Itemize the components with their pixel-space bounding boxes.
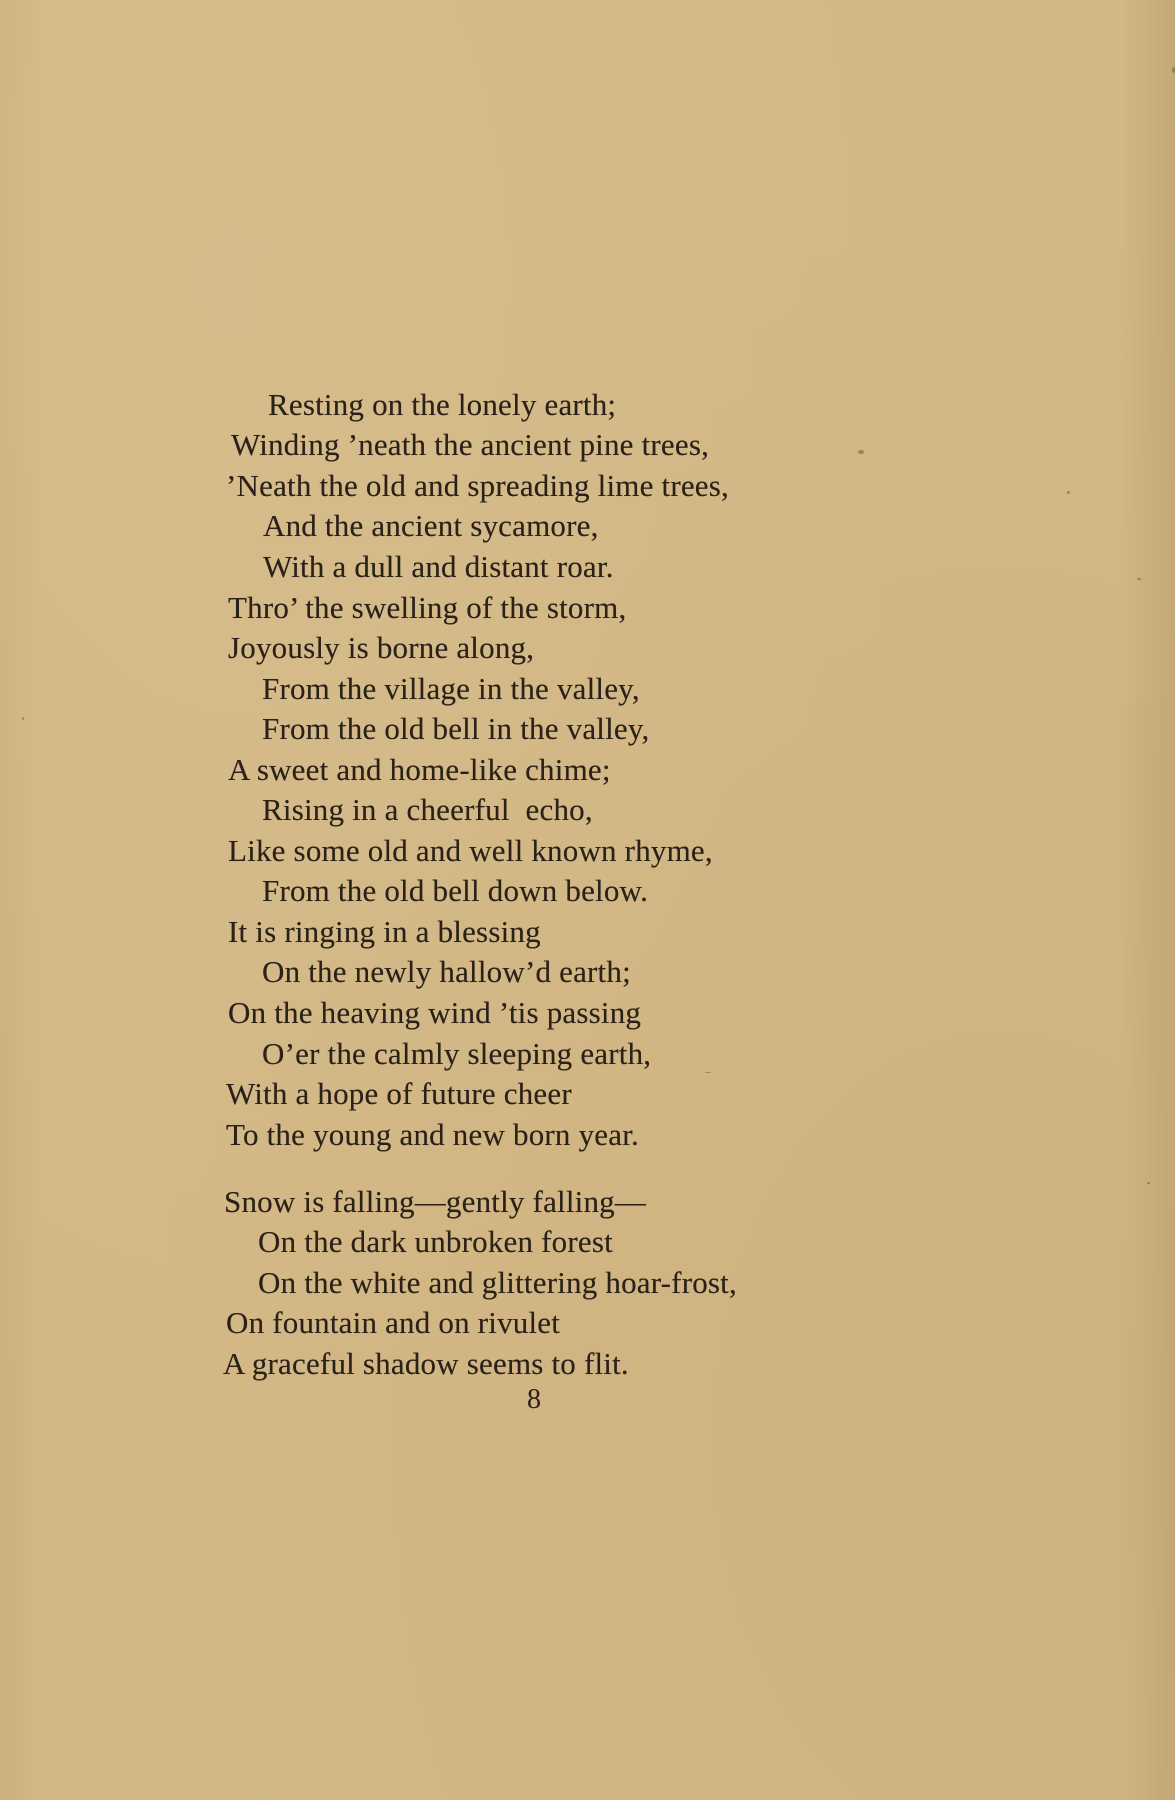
poem-line: On the dark unbroken forest [258, 1224, 613, 1259]
poem-line: From the old bell in the valley, [262, 711, 650, 746]
poem-line: On the white and glittering hoar-frost, [258, 1265, 737, 1300]
poem-line: With a dull and distant roar. [263, 549, 614, 584]
poem-line: Joyously is borne along, [228, 630, 535, 665]
poem-line: O’er the calmly sleeping earth, [262, 1036, 652, 1071]
paper-speck [705, 1072, 711, 1073]
poem-line: With a hope of future cheer [226, 1076, 572, 1111]
poem-line: Winding ’neath the ancient pine trees, [231, 427, 710, 462]
poem-line: ’Neath the old and spreading lime trees, [226, 468, 729, 503]
poem-line: A graceful shadow seems to flit. [223, 1346, 629, 1381]
poem-line: From the village in the valley, [262, 671, 640, 706]
poem-line: From the old bell down below. [262, 873, 649, 908]
poem-line: It is ringing in a blessing [228, 914, 541, 949]
paper-speck [1137, 578, 1141, 580]
poem-line: To the young and new born year. [226, 1117, 639, 1152]
page-number: 8 [527, 1384, 541, 1415]
poem-line: Rising in a cheerful echo, [262, 792, 593, 827]
poem-line: On the newly hallow’d earth; [262, 954, 631, 989]
poem-line: Snow is falling—gently falling— [224, 1184, 647, 1219]
paper-speck [1147, 1182, 1150, 1184]
poem-line: Thro’ the swelling of the storm, [228, 590, 627, 625]
poem-line: On fountain and on rivulet [226, 1305, 561, 1340]
poem-line: Resting on the lonely earth; [268, 387, 617, 422]
poem-line: On the heaving wind ’tis passing [228, 995, 642, 1030]
poem-line: And the ancient sycamore, [263, 508, 599, 543]
poem-line: A sweet and home-like chime; [228, 752, 611, 787]
paper-speck [22, 717, 24, 720]
paper-speck [1067, 491, 1070, 494]
poem-line: Like some old and well known rhyme, [228, 833, 713, 868]
paper-speck [858, 450, 864, 454]
